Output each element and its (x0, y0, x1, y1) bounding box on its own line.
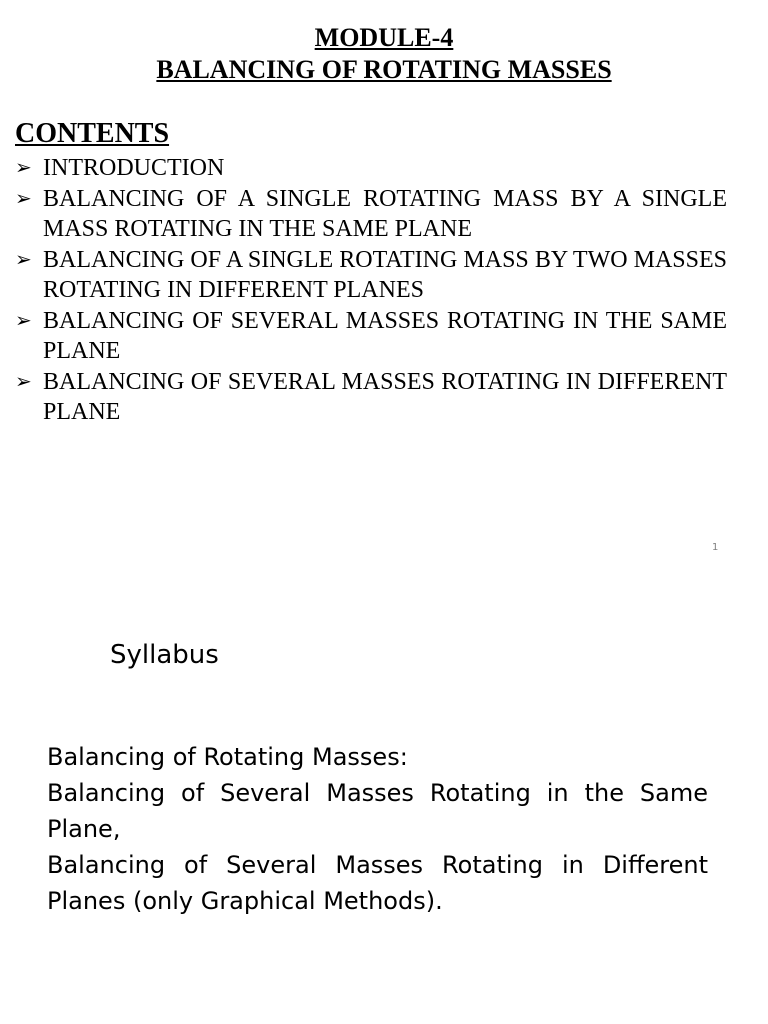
slide-syllabus (0, 576, 768, 1024)
contents-list (15, 153, 727, 428)
list-item (15, 367, 727, 428)
syllabus-heading: Syllabus (110, 640, 219, 670)
syllabus-line: Balancing of Rotating Masses: (47, 743, 408, 771)
syllabus-line: Balancing of Several Masses Rotating in Different Planes (only Graphical Methods). (47, 851, 708, 915)
list-item-text: BALANCING OF SEVERAL MASSES ROTATING IN DIFFERENT PLANE (43, 368, 727, 425)
list-item (15, 245, 727, 306)
list-item (15, 306, 727, 367)
syllabus-body (47, 739, 708, 919)
arrow-bullet-icon: ➢ (15, 187, 32, 210)
list-item (15, 184, 727, 245)
list-item-text: INTRODUCTION (43, 155, 225, 181)
arrow-bullet-icon: ➢ (15, 309, 32, 332)
module-subtitle: BALANCING OF ROTATING MASSES (156, 55, 612, 84)
contents-heading: CONTENTS (15, 118, 170, 149)
module-title (0, 22, 768, 86)
list-item (15, 153, 727, 184)
page-number: 1 (712, 542, 719, 553)
list-item-text: BALANCING OF SEVERAL MASSES ROTATING IN THE SAME PLANE (43, 307, 727, 364)
module-label: MODULE-4 (314, 23, 454, 52)
arrow-bullet-icon: ➢ (15, 248, 32, 271)
syllabus-line: Balancing of Several Masses Rotating in the Same Plane, (47, 779, 708, 843)
list-item-text: BALANCING OF A SINGLE ROTATING MASS BY TWO MASSES ROTATING IN DIFFERENT PLANES (43, 246, 727, 303)
arrow-bullet-icon: ➢ (15, 157, 32, 179)
arrow-bullet-icon: ➢ (15, 370, 32, 393)
list-item-text: BALANCING OF A SINGLE ROTATING MASS BY A SINGLE MASS ROTATING IN THE SAME PLANE (43, 185, 727, 242)
